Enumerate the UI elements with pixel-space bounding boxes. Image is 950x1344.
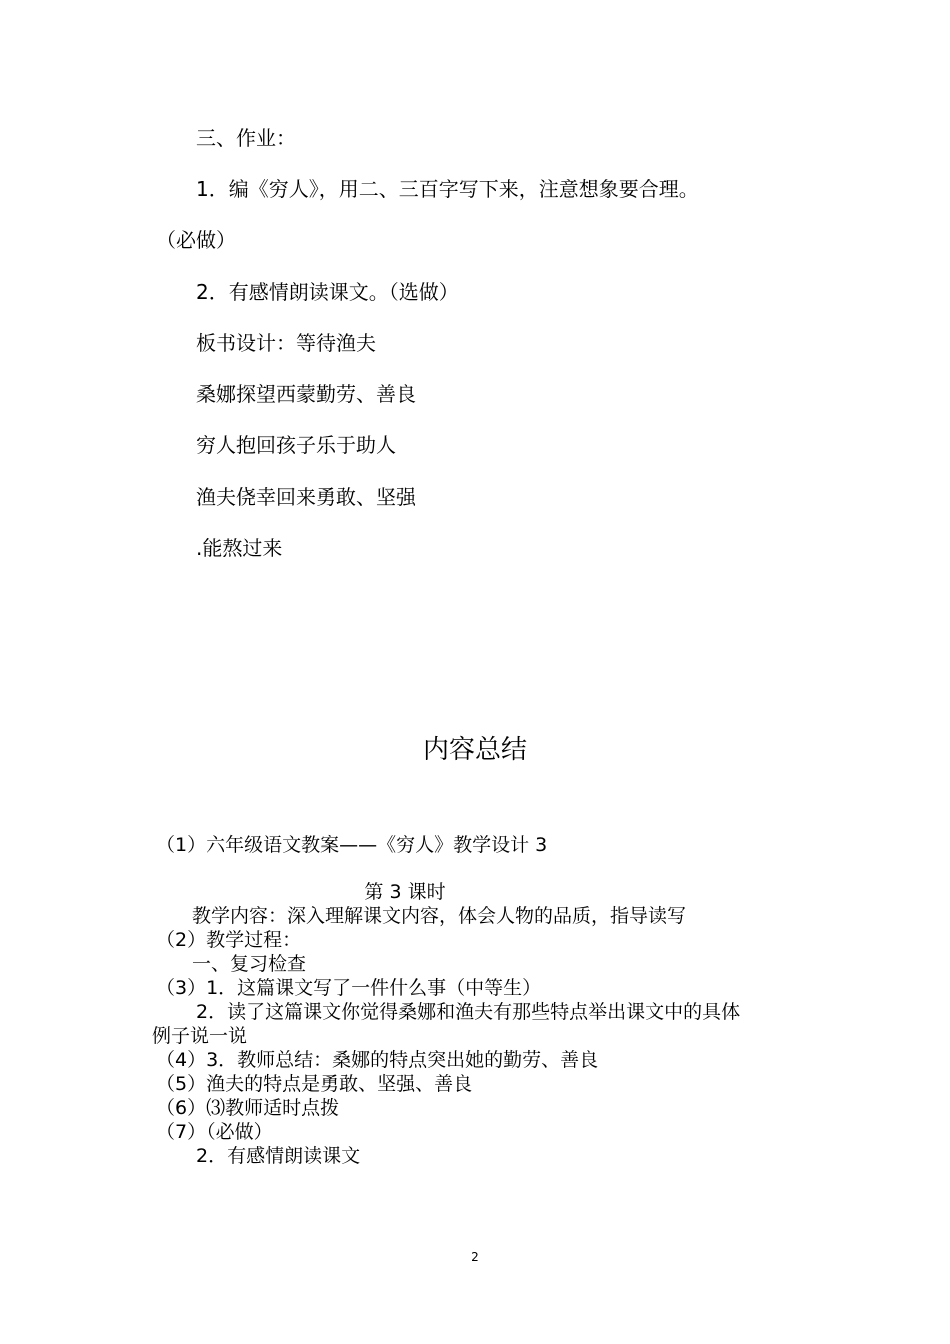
page-number: 2 bbox=[471, 1250, 479, 1264]
summary-line: （1）六年级语文教案——《穷人》教学设计 3 bbox=[156, 834, 548, 856]
board-design-line: .能熬过来 bbox=[196, 536, 283, 560]
summary-line: （3）1．这篇课文写了一件什么事（中等生） bbox=[156, 977, 542, 999]
summary-title: 内容总结 bbox=[422, 735, 527, 765]
board-design-line: 渔夫侥幸回来勇敢、坚强 bbox=[196, 485, 416, 509]
board-design-title: 板书设计：等待渔夫 bbox=[196, 331, 376, 355]
summary-line: （4）3．教师总结：桑娜的特点突出她的勤劳、善良 bbox=[156, 1049, 599, 1071]
summary-line: （5）渔夫的特点是勇敢、坚强、善良 bbox=[156, 1073, 473, 1095]
summary-line: 一、复习检查 bbox=[192, 953, 307, 975]
homework-heading: 三、作业： bbox=[196, 126, 296, 150]
lesson-label: 第 3 课时 bbox=[364, 881, 446, 903]
board-design-line: 穷人抱回孩子乐于助人 bbox=[196, 433, 396, 457]
summary-line: 2．有感情朗读课文 bbox=[196, 1145, 361, 1167]
summary-line: （2）教学过程： bbox=[156, 929, 302, 951]
summary-line: （7）（必做） bbox=[156, 1121, 273, 1143]
summary-line: 教学内容：深入理解课文内容，体会人物的品质，指导读写 bbox=[192, 905, 687, 927]
homework-item-2: 2．有感情朗读课文。（选做） bbox=[196, 280, 459, 304]
homework-item-1: 1．编《穷人》，用二、三百字写下来，注意想象要合理。 bbox=[196, 177, 699, 201]
homework-item-1-note: （必做） bbox=[156, 228, 236, 252]
board-design-line: 桑娜探望西蒙勤劳、善良 bbox=[196, 382, 416, 406]
summary-line: 例子说一说 bbox=[152, 1025, 248, 1047]
summary-line: 2．读了这篇课文你觉得桑娜和渔夫有那些特点举出课文中的具体 bbox=[196, 1001, 741, 1023]
summary-line: （6）⑶教师适时点拨 bbox=[156, 1097, 340, 1119]
